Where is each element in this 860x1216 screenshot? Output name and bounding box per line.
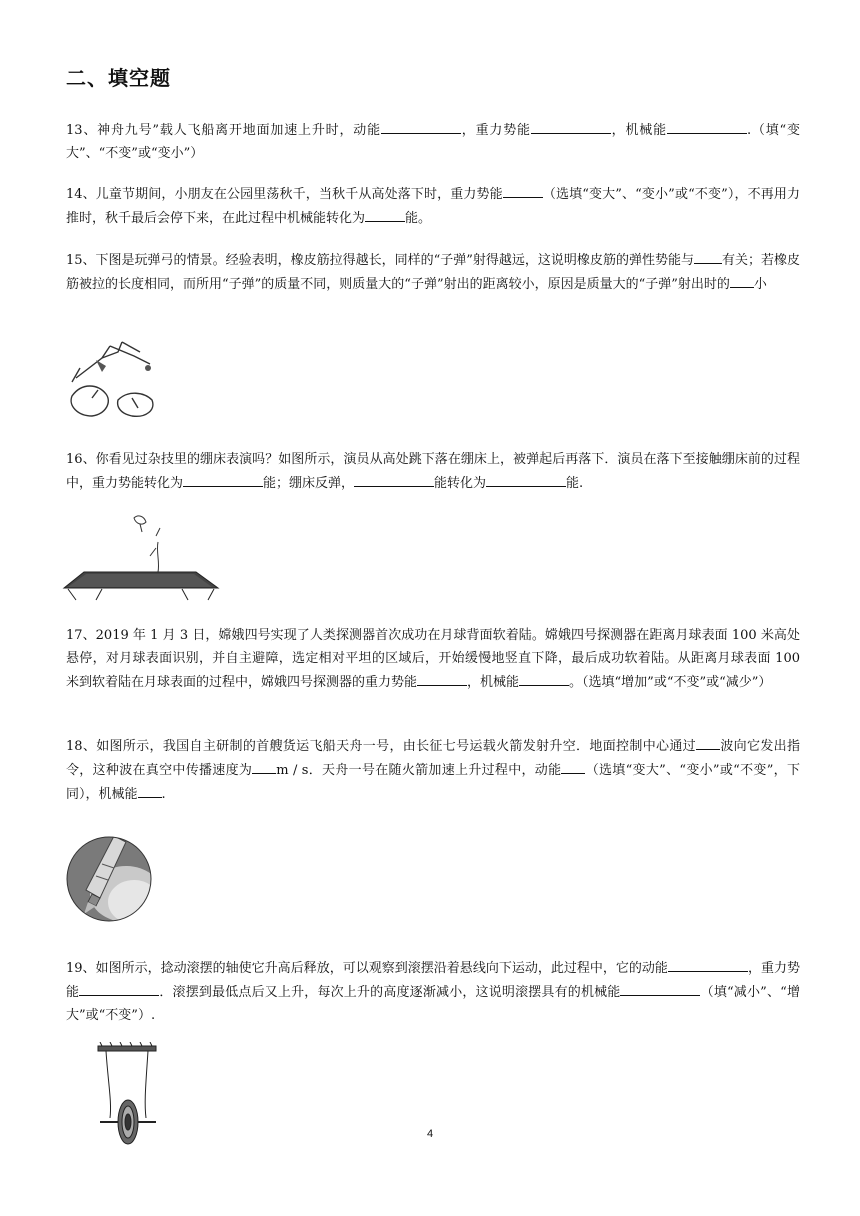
- question-13: [66, 118, 800, 165]
- q15-text-1: 15、下图是玩弹弓的情景。经验表明，橡皮筋拉得越长，同样的“子弹”射得越远，这说明橡皮筋的弹性势能与: [66, 253, 694, 268]
- section-title: 二、填空题: [66, 66, 171, 90]
- slingshot-figure: [62, 338, 158, 420]
- q15-blank-2[interactable]: [730, 272, 754, 288]
- trampoline-figure: [62, 510, 220, 602]
- q14-text-1: 14、儿童节期间，小朋友在公园里荡秋千，当秋千从高处落下时，重力势能: [66, 187, 503, 202]
- q16-blank-3[interactable]: [486, 471, 566, 487]
- q14-blank-2[interactable]: [365, 206, 405, 222]
- q13-blank-potential[interactable]: [531, 118, 611, 134]
- q18-text-2: 波向它发出指令，这种波在真空中传播速度为: [66, 739, 800, 778]
- q18-text-3: m / s．天舟一号在随火箭加速上升过程中，动能: [276, 763, 562, 778]
- question-18: [66, 734, 800, 806]
- q14-text-2: （选填“变大”、“变小”或“不变”），不再用力推时，秋千最后会停下来，在此过程中机械能转化为: [66, 187, 800, 226]
- q19-text-2: ，重力势能: [66, 961, 800, 1000]
- q17-blank-mechanical[interactable]: [519, 670, 569, 686]
- q18-text-1: 18、如图所示，我国自主研制的首艘货运飞船天舟一号，由长征七号运载火箭发射升空．地面控制中心通过: [66, 739, 697, 754]
- page-number: 4: [426, 1128, 434, 1140]
- q14-text-3: 能。: [405, 211, 432, 226]
- q16-blank-1[interactable]: [183, 471, 263, 487]
- q19-blank-kinetic[interactable]: [668, 956, 748, 972]
- q16-blank-2[interactable]: [354, 471, 434, 487]
- q19-blank-mechanical[interactable]: [620, 980, 700, 996]
- q18-blank-mechanical[interactable]: [138, 782, 162, 798]
- q19-text-1: 19、如图所示，捻动滚摆的轴使它升高后释放，可以观察到滚摆沿着悬线向下运动，此过程中，它的动能: [66, 961, 668, 976]
- q19-text-4: （填“减小”、“增大”或“不变”）.: [66, 985, 800, 1023]
- q16-text-1: 16、你看见过杂技里的绷床表演吗？如图所示，演员从高处跳下落在绷床上，被弹起后再落下．演员在落下至接触绷床前的过程中，重力势能转化为: [66, 452, 800, 491]
- question-19: [66, 956, 800, 1027]
- rocket-launch-figure: [66, 836, 152, 922]
- q13-text-2: ，重力势能: [460, 123, 531, 138]
- q18-text-5: .: [161, 787, 166, 802]
- q17-text-3: 。（选填“增加”或“不变”或“减少”）: [569, 675, 772, 690]
- q17-text-1: 17、2019 年 1 月 3 日，嫦娥四号实现了人类探测器首次成功在月球背面软着陆。嫦娥四号探测器在距离月球表面 100 米高处悬停，对月球表面识别，并自主避障，选定相对平坦的区域后，开始缓慢地竖直下降，最后成功软着陆。从距离月球表面 100 米到软着陆在月球表面的过程中，嫦娥四号探测器的重力势能: [66, 628, 800, 690]
- q18-blank-speed[interactable]: [252, 758, 276, 774]
- question-15: [66, 248, 800, 296]
- q17-blank-potential[interactable]: [417, 670, 467, 686]
- q13-blank-kinetic[interactable]: [381, 118, 461, 134]
- q16-text-2: 能；绷床反弹，: [263, 476, 355, 491]
- question-14: [66, 182, 800, 230]
- q13-text-1: 13、神舟九号”载人飞船离开地面加速上升时，动能: [66, 123, 381, 138]
- q13-blank-mechanical[interactable]: [667, 118, 747, 134]
- q18-blank-wave[interactable]: [696, 734, 720, 750]
- q14-blank-1[interactable]: [503, 182, 543, 198]
- q15-blank-1[interactable]: [694, 248, 722, 264]
- q15-text-3: 小: [753, 277, 767, 292]
- question-16: [66, 448, 800, 495]
- q16-text-3: 能转化为: [434, 476, 487, 491]
- q13-text-3: ，机械能: [610, 123, 667, 138]
- q13-text-4: .（填“变大”、“不变”或“变小”）: [66, 123, 800, 161]
- q19-text-3: ．滚摆到最低点后又上升，每次上升的高度逐渐减小，这说明滚摆具有的机械能: [159, 985, 621, 1000]
- question-17: [66, 624, 800, 694]
- q17-text-2: ，机械能: [467, 675, 520, 690]
- q18-text-4: （选填“变大”、“变小”或“不变”，下同），机械能: [66, 763, 800, 802]
- q18-blank-kinetic[interactable]: [561, 758, 585, 774]
- q16-text-4: 能.: [566, 476, 584, 491]
- q15-text-2: 有关；若橡皮筋被拉的长度相同，而所用“子弹”的质量不同，则质量大的“子弹”射出的距离较小，原因是质量大的“子弹”射出时的: [66, 253, 800, 292]
- q19-blank-potential[interactable]: [79, 980, 159, 996]
